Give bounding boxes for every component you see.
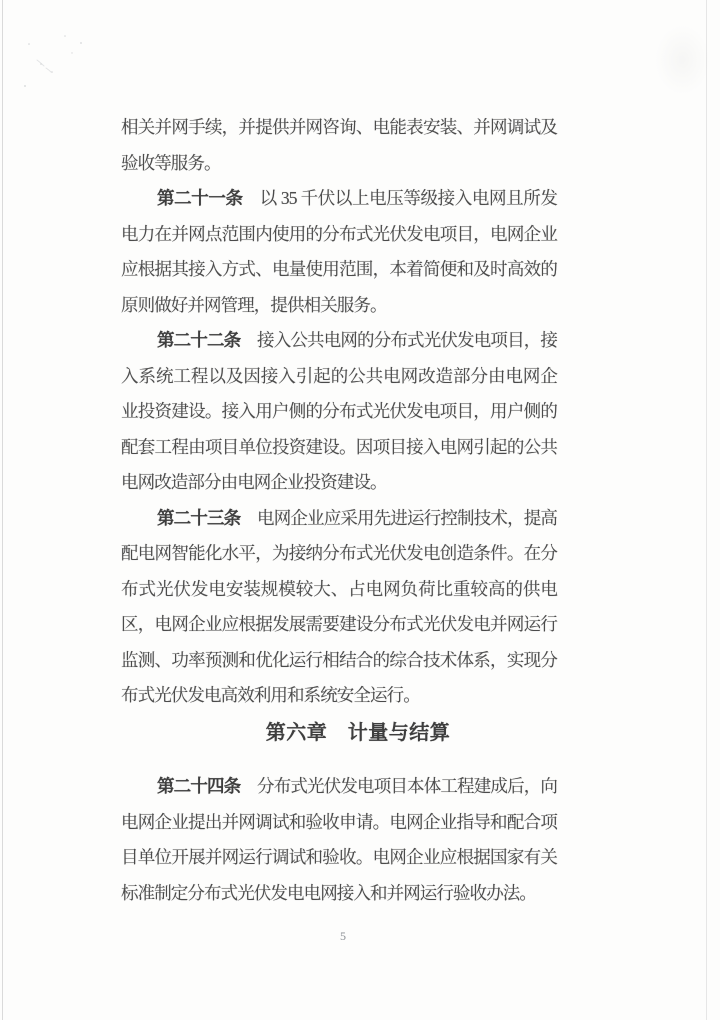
text-line: 应根据其接入方式、电量使用范围，本着简便和及时高效的 xyxy=(121,259,557,279)
text-line: 区，电网企业应根据发展需要建设分布式光伏发电并网运行 xyxy=(121,614,557,634)
paragraph xyxy=(121,501,557,714)
article-number: 第二十四条 xyxy=(157,776,241,796)
pencil-smudge xyxy=(15,20,115,110)
text-line: 标准制定分布式光伏发电电网接入和并网运行验收办法。 xyxy=(121,882,536,903)
text-line: 布式光伏发电高效利用和系统安全运行。 xyxy=(121,685,420,705)
text-line: 验收等服务。 xyxy=(121,152,221,173)
paragraph xyxy=(121,110,557,181)
page-edge-left xyxy=(2,0,3,1020)
page-edge-right xyxy=(706,0,707,1020)
text-line: 电网改造部分由电网企业投资建设。 xyxy=(121,472,387,492)
text-line: 监测、功率预测和优化运行相结合的综合技术体系，实现分 xyxy=(121,649,557,670)
paragraph xyxy=(121,769,557,911)
chapter-heading: 第六章 计量与结算 xyxy=(265,721,451,744)
text-line: 原则做好并网管理，提供相关服务。 xyxy=(121,294,387,315)
text-line: 业投资建设。接入用户侧的分布式光伏发电项目，用户侧的 xyxy=(121,401,557,421)
text-line: 入系统工程以及因接入引起的公共电网改造部分由电网企 xyxy=(121,365,557,386)
text-line: 第二十四条 分布式光伏发电项目本体工程建成后，向 xyxy=(157,776,558,796)
scan-shading xyxy=(655,25,710,95)
text-line: 电网企业提出并网调试和验收申请。电网企业指导和配合项 xyxy=(121,811,557,832)
page-number: 5 xyxy=(340,929,346,943)
text-line: 配套工程由项目单位投资建设。因项目接入电网引起的公共 xyxy=(121,436,557,457)
text-line: 配电网智能化水平，为接纳分布式光伏发电创造条件。在分 xyxy=(121,543,557,563)
article-number: 第二十三条 xyxy=(157,507,241,528)
text-line: 第二十一条 以 35 千伏以上电压等级接入电网且所发 xyxy=(157,188,557,208)
article-number: 第二十二条 xyxy=(157,330,241,350)
paragraph xyxy=(121,181,557,323)
text-line: 目单位开展并网运行调试和验收。电网企业应根据国家有关 xyxy=(121,847,557,867)
paragraph xyxy=(121,323,557,501)
text-line: 电力在并网点范围内使用的分布式光伏发电项目，电网企业 xyxy=(121,223,557,244)
text-line: 布式光伏发电安装规模较大、占电网负荷比重较高的供电 xyxy=(121,578,557,599)
article-number: 第二十一条 xyxy=(157,188,243,208)
text-line: 第二十二条 接入公共电网的分布式光伏发电项目，接 xyxy=(157,330,558,350)
document-body xyxy=(121,110,557,911)
text-line: 第二十三条 电网企业应采用先进运行控制技术，提高 xyxy=(157,507,558,528)
text-line: 相关并网手续，并提供并网咨询、电能表安装、并网调试及 xyxy=(121,117,557,137)
